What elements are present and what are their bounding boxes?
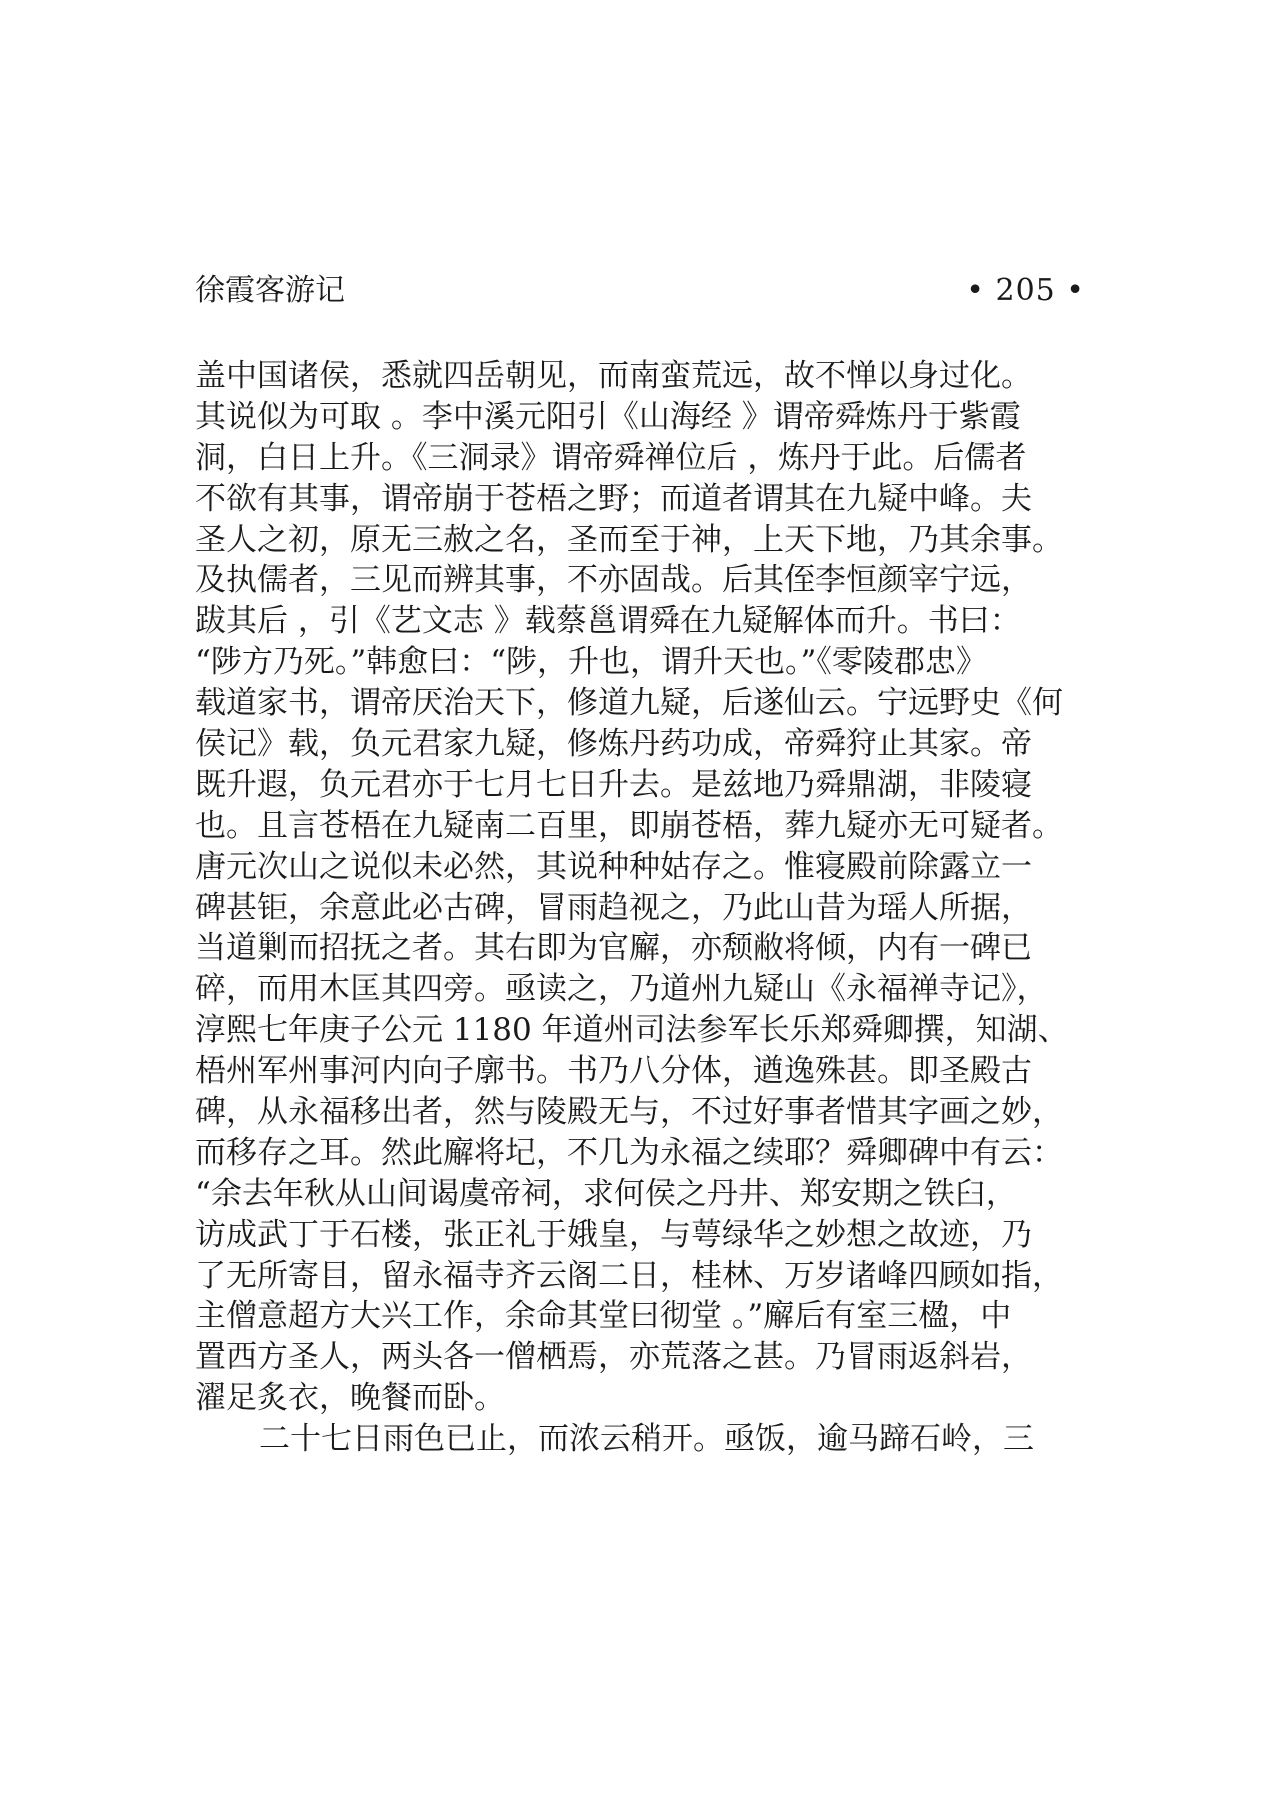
text-line: 濯足炙衣，晚餐而卧。 bbox=[195, 1380, 505, 1417]
text-line: 碑甚钜，余意此必古碑，冒雨趋视之，乃此山昔为瑶人所据， bbox=[195, 889, 1032, 926]
text-line: 及执儒者，三见而辨其事，不亦固哉。后其侄李恒颜宰宁远， bbox=[195, 562, 1032, 599]
text-line: 碎，而用木匡其四旁。亟读之，乃道州九疑山《永福禅寺记》， bbox=[195, 971, 1048, 1008]
text-line: 淳熙七年庚子公元 1180 年道州司法参军长乐郑舜卿撰，知湖、 bbox=[195, 1012, 1069, 1049]
body-text bbox=[195, 356, 1095, 1460]
text-line: 了无所寄目，留永福寺齐云阁二日，桂林、万岁诸峰四顾如指， bbox=[195, 1257, 1063, 1294]
text-line: 碑，从永福移出者，然与陵殿无与，不过好事者惜其字画之妙， bbox=[195, 1094, 1063, 1131]
page-number: • 205 • bbox=[966, 273, 1085, 308]
running-title: 徐霞客游记 bbox=[195, 273, 345, 308]
text-line: 不欲有其事，谓帝崩于苍梧之野；而道者谓其在九疑中峰。夫 bbox=[195, 480, 1032, 517]
text-line: 唐元次山之说似未必然，其说种种姑存之。惟寝殿前除露立一 bbox=[195, 848, 1032, 885]
text-line: 洞，白日上升。《三洞录》谓帝舜禅位后 ，炼丹于此。后儒者 bbox=[195, 439, 1027, 476]
text-line: 既升遐，负元君亦于七月七日升去。是兹地乃舜鼎湖，非陵寝 bbox=[195, 766, 1032, 803]
text-line: 跋其后 ，引《艺文志 》载蔡邕谓舜在九疑解体而升。书曰： bbox=[195, 603, 1021, 640]
text-line: 侯记》载，负元君家九疑，修炼丹药功成，帝舜狩止其家。帝 bbox=[195, 726, 1032, 763]
text-line: 梧州军州事河内向子廓书。书乃八分体，遒逸殊甚。即圣殿古 bbox=[195, 1053, 1032, 1090]
text-line: 其说似为可取 。李中溪元阳引《山海经 》谓帝舜炼丹于紫霞 bbox=[195, 398, 1021, 435]
running-head bbox=[195, 268, 1085, 314]
paragraph-start-line: 二十七日雨色已止，而浓云稍开。亟饭，逾马蹄石岭，三 bbox=[259, 1421, 1034, 1458]
text-line: 访成武丁于石楼，张正礼于娥皇，与萼绿华之妙想之故迹，乃 bbox=[195, 1216, 1032, 1253]
text-line: 盖中国诸侯，悉就四岳朝见，而南蛮荒远，故不惮以身过化。 bbox=[195, 358, 1032, 394]
text-line: “陟方乃死。”韩愈曰：“陟，升也，谓升天也。”《零陵郡忠》 bbox=[195, 644, 987, 681]
text-line: 置西方圣人，两头各一僧栖焉，亦荒落之甚。乃冒雨返斜岩， bbox=[195, 1339, 1032, 1376]
text-line: 也。且言苍梧在九疑南二百里，即崩苍梧，葬九疑亦无可疑者。 bbox=[195, 807, 1063, 844]
text-line: 而移存之耳。然此廨将圮，不几为永福之续耶？舜卿碑中有云： bbox=[195, 1134, 1063, 1171]
text-line: 载道家书，谓帝厌治天下，修道九疑，后遂仙云。宁远野史《何 bbox=[195, 685, 1063, 722]
text-line: 当道剿而招抚之者。其右即为官廨，亦颓敝将倾，内有一碑已 bbox=[195, 930, 1032, 967]
text-line: “余去年秋从山间谒虞帝祠，求何侯之丹井、郑安期之铁臼， bbox=[195, 1175, 1017, 1212]
text-line: 主僧意超方大兴工作，余命其堂曰彻堂 。”廨后有室三楹，中 bbox=[195, 1298, 1012, 1335]
text-line: 圣人之初，原无三赦之名，圣而至于神，上天下地，乃其余事。 bbox=[195, 521, 1063, 558]
